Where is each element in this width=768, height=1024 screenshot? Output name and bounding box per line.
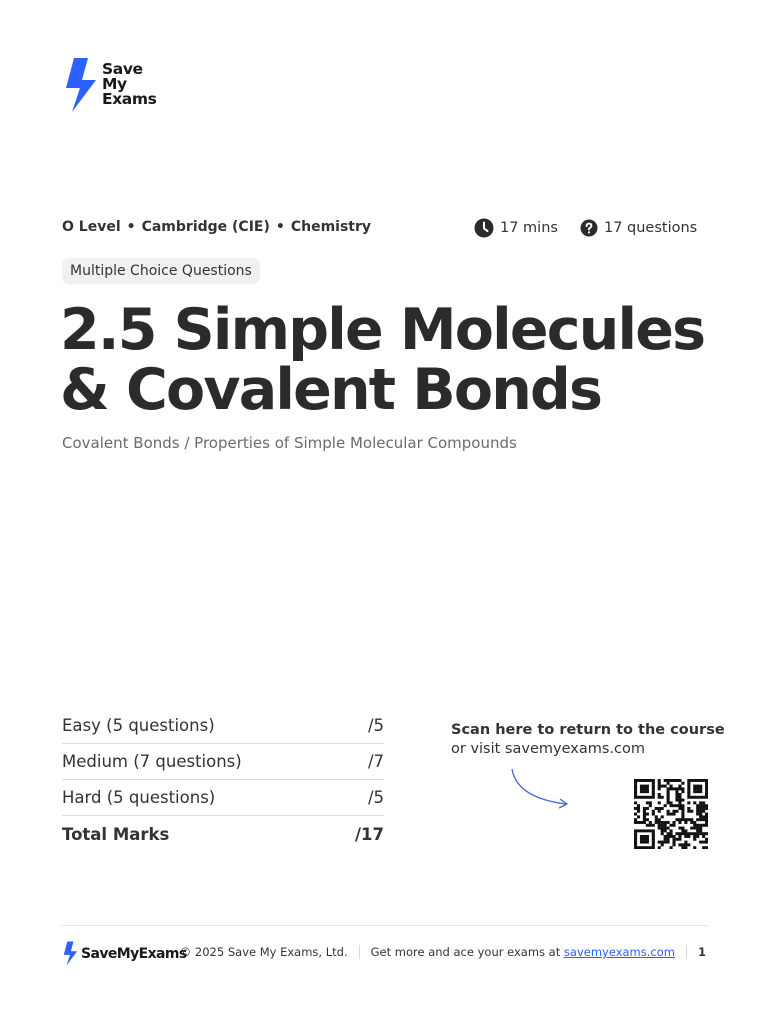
footer-cta <box>371 945 675 959</box>
footer-info <box>180 945 706 959</box>
brand-logo <box>62 58 156 112</box>
page-title: 2.5 Simple Molecules & Covalent Bonds <box>60 297 705 423</box>
question-type-badge: Multiple Choice Questions <box>62 258 260 284</box>
footer-logo-text: SaveMyExams <box>81 945 187 962</box>
website-link[interactable]: savemyexams.com <box>563 945 675 959</box>
qr-code[interactable] <box>634 779 708 849</box>
copyright-text: © 2025 Save My Exams, Ltd. <box>179 945 348 959</box>
board-label: Cambridge (CIE) <box>141 219 270 235</box>
footer-divider <box>62 925 708 926</box>
questions-label: 17 questions <box>603 220 698 236</box>
footer-logo <box>62 941 187 966</box>
footer-separator <box>686 945 687 959</box>
scan-subtext: or visit savemyexams.com <box>451 741 645 757</box>
time-label: 17 mins <box>500 220 558 236</box>
marks-row-total <box>62 816 384 852</box>
footer-separator <box>359 945 360 959</box>
quiz-stats <box>474 218 697 238</box>
marks-row-label: Easy (5 questions) <box>62 716 215 735</box>
marks-row-hard <box>62 780 384 816</box>
marks-row-easy <box>62 708 384 744</box>
scan-heading: Scan here to return to the course <box>451 722 725 738</box>
marks-table <box>62 708 384 852</box>
marks-row-medium <box>62 744 384 780</box>
questions-stat <box>580 219 697 237</box>
logo-word-save: Save <box>102 60 143 78</box>
logo-word-my: My <box>102 75 127 93</box>
course-breadcrumb <box>62 219 371 235</box>
breadcrumb-separator: • <box>275 219 285 235</box>
logo-wordmark <box>102 62 156 107</box>
marks-row-label: Total Marks <box>62 824 170 844</box>
topic-subtitle: Covalent Bonds / Properties of Simple Molecular Compounds <box>62 434 517 452</box>
level-label: O Level <box>62 219 121 235</box>
marks-row-label: Hard (5 questions) <box>62 788 216 807</box>
marks-row-score: /5 <box>367 716 384 735</box>
clock-icon <box>474 218 494 238</box>
marks-row-score: /17 <box>355 824 384 844</box>
marks-row-label: Medium (7 questions) <box>62 752 242 771</box>
marks-row-score: /5 <box>367 788 384 807</box>
footer-cta-text: Get more and ace your exams at <box>370 945 564 959</box>
lightning-bolt-icon <box>62 941 78 966</box>
curved-arrow-icon <box>508 766 572 812</box>
scan-prompt <box>451 722 725 757</box>
question-circle-icon <box>580 219 598 237</box>
breadcrumb-separator: • <box>126 219 136 235</box>
time-stat <box>474 218 558 238</box>
page-number: 1 <box>697 945 706 959</box>
marks-row-score: /7 <box>367 752 384 771</box>
lightning-bolt-icon <box>62 58 98 112</box>
subject-label: Chemistry <box>290 219 372 235</box>
logo-word-exams: Exams <box>102 90 157 108</box>
